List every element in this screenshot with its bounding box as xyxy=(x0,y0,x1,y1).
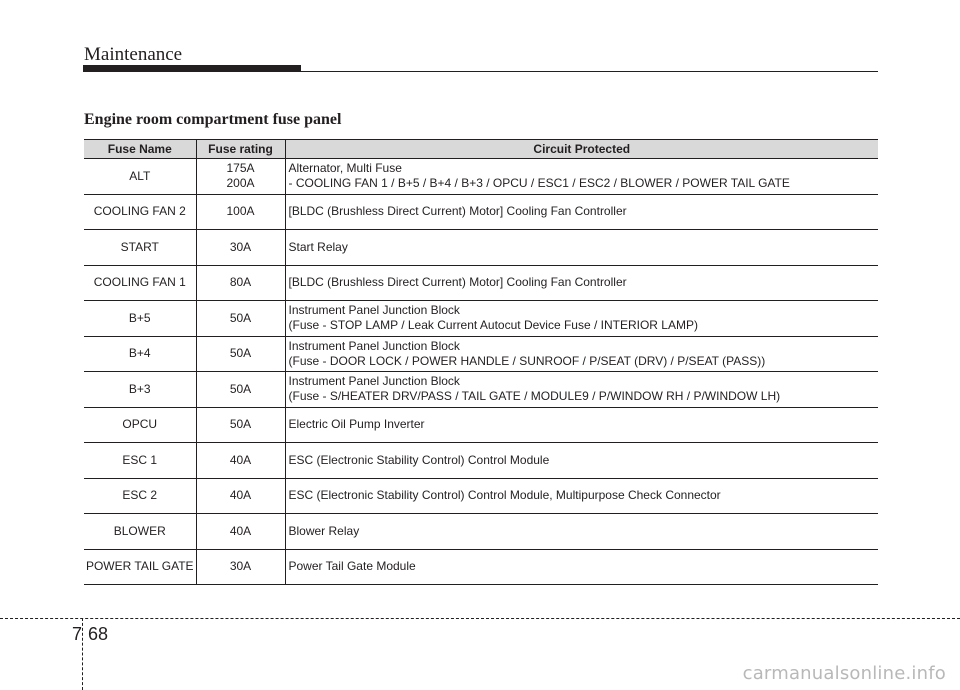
header-title: Maintenance xyxy=(84,44,183,65)
fuse-rating-value: 40A xyxy=(229,452,252,467)
circuit-protected-cell xyxy=(285,549,878,585)
fuse-rating-cell xyxy=(196,443,285,479)
circuit-protected-cell xyxy=(285,407,878,443)
circuit-protected-line: Instrument Panel Junction Block xyxy=(288,303,460,318)
circuit-protected-cell xyxy=(285,194,878,230)
table-row xyxy=(84,514,878,550)
fuse-rating-value: 50A xyxy=(229,346,252,361)
circuit-protected-line: Instrument Panel Junction Block xyxy=(288,338,460,353)
fuse-name-cell: B+3 xyxy=(84,372,196,408)
column-header-fuse-rating: Fuse rating xyxy=(196,140,285,159)
circuit-protected-line: Blower Relay xyxy=(288,523,360,538)
circuit-protected-line: Electric Oil Pump Inverter xyxy=(288,417,425,432)
fuse-table-body xyxy=(84,159,878,585)
table-row xyxy=(84,301,878,337)
fuse-name-cell: POWER TAIL GATE xyxy=(84,549,196,585)
circuit-protected-cell xyxy=(285,265,878,301)
circuit-protected-line: Start Relay xyxy=(288,239,348,254)
circuit-protected-cell xyxy=(285,443,878,479)
header-rule xyxy=(83,71,878,72)
table-row xyxy=(84,478,878,514)
table-header-row xyxy=(84,140,878,159)
circuit-protected-cell xyxy=(285,230,878,266)
fuse-name-cell: B+5 xyxy=(84,301,196,337)
fuse-name-cell: BLOWER xyxy=(84,514,196,550)
circuit-protected-line: Instrument Panel Junction Block xyxy=(288,374,460,389)
section-title: Engine room compartment fuse panel xyxy=(84,111,342,128)
fuse-rating-value: 50A xyxy=(229,310,252,325)
chapter-number: 7 xyxy=(72,624,83,644)
fuse-rating-cell xyxy=(196,265,285,301)
circuit-protected-cell xyxy=(285,301,878,337)
circuit-protected-line: - COOLING FAN 1 / B+5 / B+4 / B+3 / OPCU / ESC1 / ESC2 / BLOWER / POWER TAIL GATE xyxy=(288,176,790,191)
circuit-protected-line: [BLDC (Brushless Direct Current) Motor] Cooling Fan Controller xyxy=(288,275,627,290)
fuse-rating-cell xyxy=(196,159,285,195)
page-number: 68 xyxy=(88,624,109,644)
circuit-protected-line: Alternator, Multi Fuse xyxy=(288,161,402,176)
fuse-name-cell: COOLING FAN 2 xyxy=(84,194,196,230)
table-row xyxy=(84,549,878,585)
fuse-rating-cell xyxy=(196,230,285,266)
fuse-name-cell: B+4 xyxy=(84,336,196,372)
fuse-rating-value: 80A xyxy=(229,275,252,290)
circuit-protected-line: Power Tail Gate Module xyxy=(288,559,416,574)
watermark: carmanualsonline.info xyxy=(742,663,946,684)
fuse-rating-cell xyxy=(196,301,285,337)
table-row xyxy=(84,407,878,443)
table-row xyxy=(84,265,878,301)
table-row xyxy=(84,336,878,372)
table-row xyxy=(84,443,878,479)
circuit-protected-cell xyxy=(285,478,878,514)
table-row xyxy=(84,159,878,195)
fuse-rating-value: 40A xyxy=(229,488,252,503)
fuse-rating-value: 100A xyxy=(226,204,255,219)
circuit-protected-cell xyxy=(285,159,878,195)
circuit-protected-cell xyxy=(285,514,878,550)
circuit-protected-line: ESC (Electronic Stability Control) Control Module xyxy=(288,452,550,467)
fuse-table xyxy=(84,139,878,585)
fuse-rating-value: 30A xyxy=(229,239,252,254)
fuse-rating-cell xyxy=(196,407,285,443)
fuse-name-cell: START xyxy=(84,230,196,266)
fuse-name-cell: COOLING FAN 1 xyxy=(84,265,196,301)
circuit-protected-cell xyxy=(285,372,878,408)
fuse-rating-value: 50A xyxy=(229,381,252,396)
fuse-rating-value: 40A xyxy=(229,523,252,538)
table-row xyxy=(84,372,878,408)
footer-rule xyxy=(0,618,960,619)
fuse-name-cell: ESC 1 xyxy=(84,443,196,479)
fuse-rating-cell xyxy=(196,514,285,550)
fuse-rating-cell xyxy=(196,478,285,514)
fuse-rating-value: 50A xyxy=(229,417,252,432)
fuse-name-cell: ALT xyxy=(84,159,196,195)
footer-divider xyxy=(82,618,83,690)
fuse-rating-value: 200A xyxy=(226,176,255,191)
table-row xyxy=(84,194,878,230)
fuse-rating-cell xyxy=(196,336,285,372)
fuse-rating-value: 175A xyxy=(226,161,255,176)
fuse-rating-cell xyxy=(196,549,285,585)
fuse-name-cell: OPCU xyxy=(84,407,196,443)
fuse-name-cell: ESC 2 xyxy=(84,478,196,514)
circuit-protected-line: (Fuse - STOP LAMP / Leak Current Autocut Device Fuse / INTERIOR LAMP) xyxy=(288,318,698,333)
fuse-rating-cell xyxy=(196,372,285,408)
fuse-rating-value: 30A xyxy=(229,559,252,574)
circuit-protected-line: (Fuse - S/HEATER DRV/PASS / TAIL GATE / MODULE9 / P/WINDOW RH / P/WINDOW LH) xyxy=(288,389,781,404)
circuit-protected-line: [BLDC (Brushless Direct Current) Motor] Cooling Fan Controller xyxy=(288,204,627,219)
column-header-circuit-protected: Circuit Protected xyxy=(285,140,878,159)
circuit-protected-line: ESC (Electronic Stability Control) Control Module, Multipurpose Check Connector xyxy=(288,488,721,503)
fuse-rating-cell xyxy=(196,194,285,230)
table-row xyxy=(84,230,878,266)
column-header-fuse-name: Fuse Name xyxy=(84,140,196,159)
circuit-protected-line: (Fuse - DOOR LOCK / POWER HANDLE / SUNROOF / P/SEAT (DRV) / P/SEAT (PASS)) xyxy=(288,353,766,368)
circuit-protected-cell xyxy=(285,336,878,372)
